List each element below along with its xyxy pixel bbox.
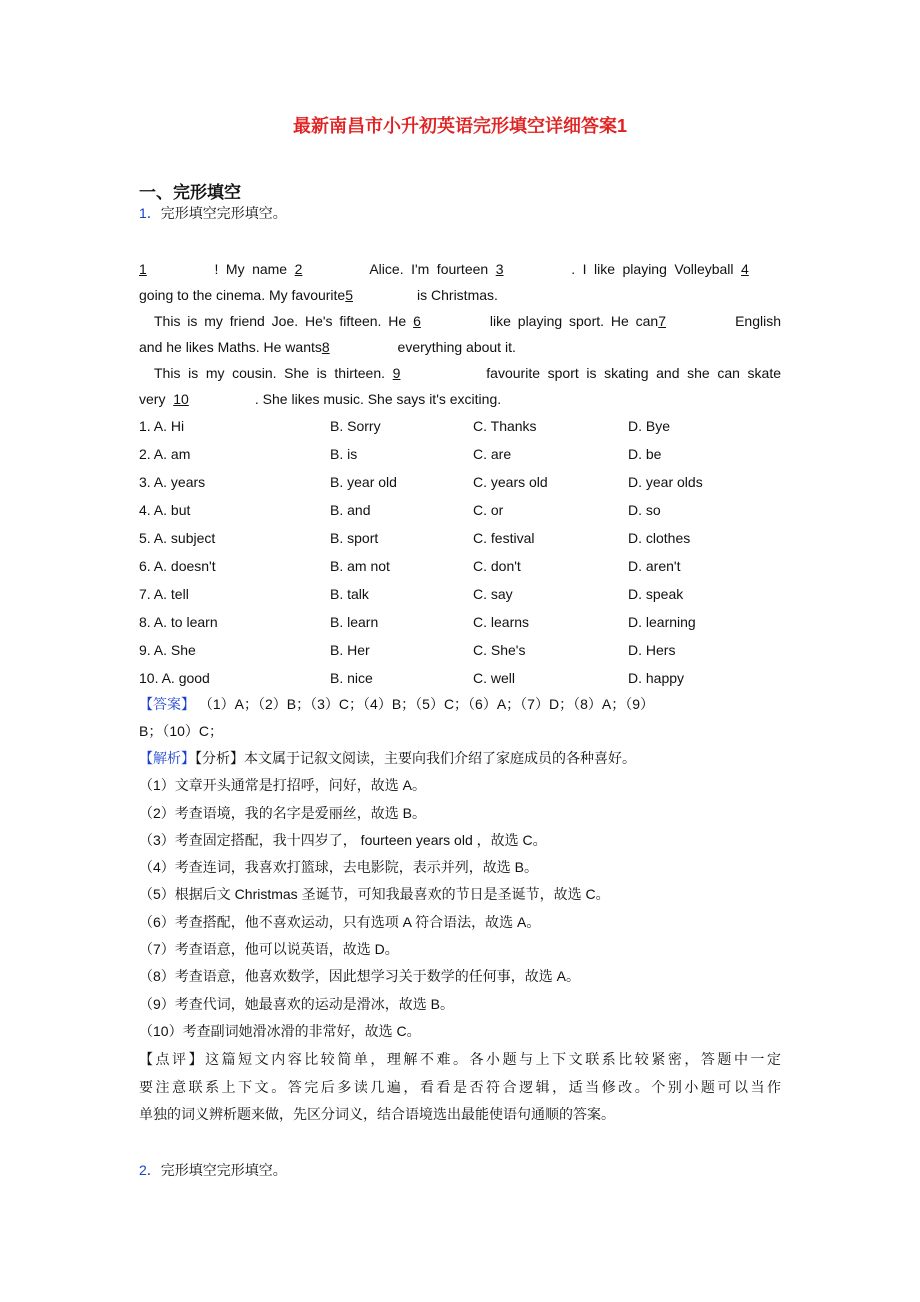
option-b: B. sport	[330, 530, 379, 546]
passage-line	[139, 308, 781, 334]
analysis-line: （10）考查副词她滑冰滑的非常好，故选 C。	[139, 1022, 421, 1039]
passage-line	[139, 282, 781, 308]
answer-tag: 【答案】	[139, 696, 195, 712]
option-c: C. festival	[473, 530, 535, 546]
answer-line: B；（10）C；	[139, 723, 224, 739]
option-b: B. am not	[330, 558, 390, 574]
passage-text: going to the cinema. My favourite	[139, 287, 346, 303]
option-c: C. are	[473, 446, 512, 462]
blank-8: 8	[321, 339, 330, 355]
question-number: 1．	[139, 205, 161, 221]
option-a: 5. A. subject	[139, 530, 216, 546]
option-c: C. or	[473, 502, 504, 518]
analysis-intro: 【分析】本文属于记叙文阅读，主要向我们介绍了家庭成员的各种喜好。	[195, 750, 636, 766]
section-heading: 一、完形填空	[139, 183, 241, 202]
review-block	[139, 1046, 781, 1129]
blank-9: 9	[392, 365, 401, 381]
option-row	[139, 468, 781, 496]
page-title: 最新南昌市小升初英语完形填空详细答案1	[292, 116, 627, 136]
blank-5: 5	[345, 287, 354, 303]
passage-text: favourite sport is skating and she can skate	[486, 365, 782, 381]
option-c: C. say	[473, 586, 513, 602]
option-b: B. and	[330, 502, 371, 518]
option-a: 7. A. tell	[139, 586, 189, 602]
option-d: D. year olds	[628, 474, 703, 490]
blank-6: 6	[413, 313, 421, 329]
option-row	[139, 412, 781, 440]
review-line: 要注意联系上下文。答完后多读几遍，看看是否符合逻辑，适当修改。个别小题可以当作	[139, 1078, 781, 1095]
passage-paragraph-1	[139, 256, 781, 412]
analysis-tag: 【解析】	[139, 750, 195, 766]
blank-4: 4	[741, 261, 749, 277]
blank-10: 10	[173, 391, 189, 407]
passage-line	[139, 360, 781, 386]
option-d: D. speak	[628, 586, 684, 602]
passage-text: . I like playing Volleyball	[571, 261, 734, 277]
passage-line	[139, 386, 781, 412]
option-b: B. nice	[330, 670, 373, 686]
analysis-intro-line	[139, 745, 781, 772]
option-a: 6. A. doesn't	[139, 558, 216, 574]
analysis-line: （5）根据后文 Christmas 圣诞节，可知我最喜欢的节日是圣诞节，故选 C。	[139, 886, 610, 903]
passage-text: This is my friend Joe. He's fifteen. He	[154, 313, 407, 329]
option-a: 4. A. but	[139, 502, 191, 518]
option-row	[139, 664, 781, 692]
question-text: 完形填空完形填空。	[160, 1162, 287, 1178]
question-number: 2．	[139, 1162, 161, 1178]
answer-text: （1）A；（2）B；（3）C；（4）B；（5）C；（6）A；（7）D；（8）A；（9）	[198, 696, 654, 712]
passage-text: is Christmas.	[417, 287, 498, 303]
analysis-line: （8）考查语意，他喜欢数学，因此想学习关于数学的任何事，故选 A。	[139, 968, 581, 985]
answer-block	[139, 691, 781, 745]
option-d: D. clothes	[628, 530, 691, 546]
option-d: D. so	[628, 502, 661, 518]
passage-text: and he likes Maths. He wants	[139, 339, 322, 355]
option-d: D. be	[628, 446, 662, 462]
option-b: B. Her	[330, 642, 370, 658]
option-a: 10. A. good	[139, 670, 210, 686]
question-text: 完形填空完形填空。	[160, 205, 287, 221]
option-c: C. Thanks	[473, 418, 537, 434]
option-c: C. years old	[473, 474, 548, 490]
option-a: 9. A. She	[139, 642, 196, 658]
option-row	[139, 440, 781, 468]
option-b: B. learn	[330, 614, 379, 630]
option-c: C. learns	[473, 614, 530, 630]
option-d: D. aren't	[628, 558, 681, 574]
option-c: C. don't	[473, 558, 521, 574]
option-c: C. She's	[473, 642, 526, 658]
passage-text: very	[139, 391, 166, 407]
analysis-line: （9）考查代词，她最喜欢的运动是滑冰，故选 B。	[139, 995, 455, 1012]
analysis-line: （6）考查搭配，他不喜欢运动，只有选项 A 符合语法，故选 A。	[139, 913, 541, 930]
option-d: D. Bye	[628, 418, 671, 434]
option-b: B. talk	[330, 586, 369, 602]
option-b: B. year old	[330, 474, 397, 490]
passage-text: This is my cousin. She is thirteen.	[154, 365, 386, 381]
option-a: 2. A. am	[139, 446, 191, 462]
options-table	[139, 412, 781, 692]
review-line: 单独的词义辨析题来做，先区分词义，结合语境选出最能使语句通顺的答案。	[139, 1106, 615, 1122]
passage-text: like playing sport. He can	[489, 313, 659, 329]
blank-2: 2	[294, 261, 303, 277]
review-line: 【点评】这篇短文内容比较简单，理解不难。各小题与上下文联系比较紧密，答题中一定	[139, 1051, 781, 1067]
passage-line	[139, 334, 781, 360]
passage-text: . She likes music. She says it's exciting.	[254, 391, 502, 407]
answer-line	[139, 691, 781, 718]
blank-1: 1	[139, 261, 147, 277]
question-1-header	[139, 203, 287, 223]
analysis-line: （4）考查连词，我喜欢打篮球，去电影院，表示并列，故选 B。	[139, 859, 539, 876]
option-row	[139, 496, 781, 524]
option-b: B. Sorry	[330, 418, 381, 434]
analysis-line: （3）考查固定搭配，我十四岁了， fourteen years old ，故选 C。	[139, 831, 547, 848]
analysis-block	[139, 745, 781, 1045]
passage-text: Alice. I'm fourteen	[369, 261, 489, 277]
passage-text: everything about it.	[397, 339, 516, 355]
passage-text: English	[735, 313, 781, 329]
option-d: D. happy	[628, 670, 685, 686]
analysis-line: （7）考查语意，他可以说英语，故选 D。	[139, 941, 399, 958]
option-d: D. learning	[628, 614, 696, 630]
analysis-line: （2）考查语境，我的名字是爱丽丝，故选 B。	[139, 804, 427, 821]
option-d: D. Hers	[628, 642, 676, 658]
option-row	[139, 524, 781, 552]
analysis-line: （1）文章开头通常是打招呼，问好，故选 A。	[139, 777, 427, 794]
option-c: C. well	[473, 670, 516, 686]
passage-text: ! My name	[214, 261, 288, 277]
question-2-header	[139, 1160, 287, 1180]
passage-line	[139, 256, 781, 282]
option-row	[139, 580, 781, 608]
option-row	[139, 636, 781, 664]
blank-3: 3	[495, 261, 504, 277]
option-a: 3. A. years	[139, 474, 206, 490]
option-a: 8. A. to learn	[139, 614, 218, 630]
option-row	[139, 608, 781, 636]
option-row	[139, 552, 781, 580]
option-a: 1. A. Hi	[139, 418, 185, 434]
option-b: B. is	[330, 446, 358, 462]
blank-7: 7	[658, 313, 667, 329]
